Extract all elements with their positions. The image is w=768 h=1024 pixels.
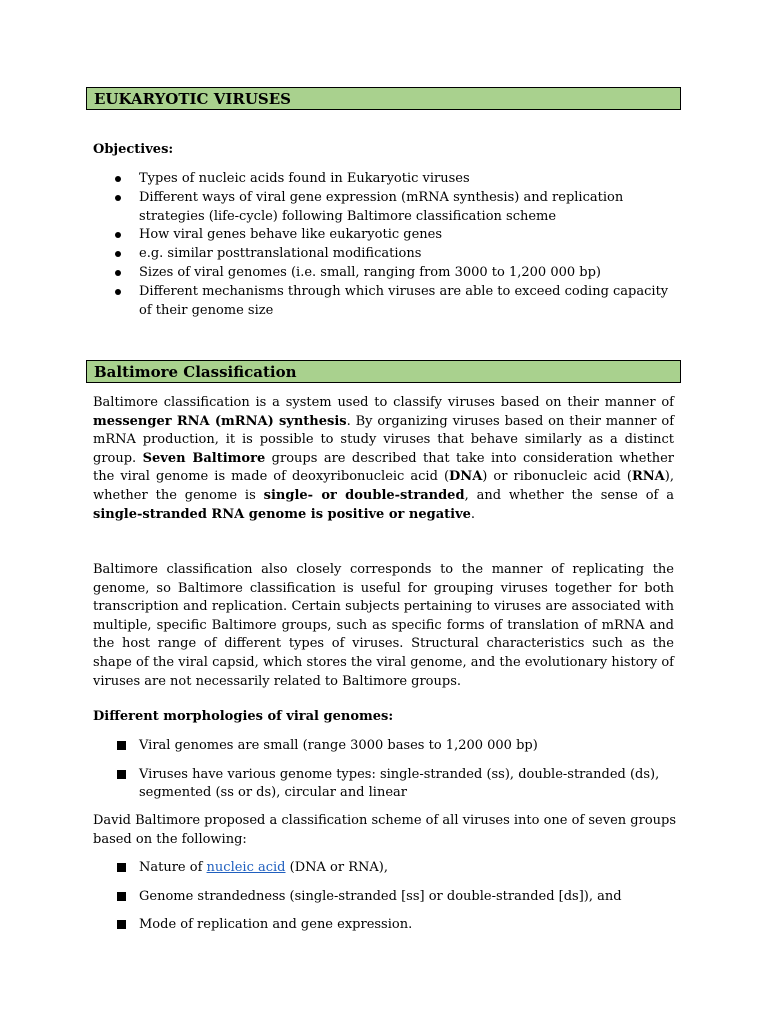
bullet-icon [115,195,121,201]
objectives-label: Objectives: [93,142,174,157]
square-bullet-icon [117,770,126,779]
square-bullet-icon [117,920,126,929]
square-bullet-icon [117,863,126,872]
morphologies-list [93,737,673,803]
list-item: Genome strandedness (single-stranded [ss] or double-stranded [ds]), and [93,888,673,907]
square-bullet-icon [117,741,126,750]
list-item: Different ways of viral gene expression (mRNA synthesis) and replication strategies (life-cycle) following Baltimore classification scheme [93,189,673,227]
list-item: Different mechanisms through which viruses are able to exceed coding capacity of their genome size [93,283,673,321]
baltimore-intro-paragraph: Baltimore classification is a system used to classify viruses based on their manner of messenger RNA (mRNA) synthesis. By organizing viruses based on their manner of mRNA production, it is possible to study viruses that behave similarly as a distinct group. Seven Baltimore groups are described that take into consideration whether the viral genome is made of deoxyribonucleic acid (DNA) or ribonucleic acid (RNA), whether the genome is single- or double-stranded, and whether the sense of a single-stranded RNA genome is positive or negative. [93,395,675,522]
objectives-list [93,170,673,320]
square-bullet-icon [117,892,126,901]
bullet-icon [115,176,121,182]
classification-basis-list [93,859,673,935]
section-heading-baltimore-classification: Baltimore Classification [86,360,681,383]
list-item: Viral genomes are small (range 3000 bases to 1,200 000 bp) [93,737,673,756]
list-item: Viruses have various genome types: single-stranded (ss), double-stranded (ds), segmented (ss or ds), circular and linear [93,766,673,803]
bullet-icon [115,289,121,295]
list-item: Sizes of viral genomes (i.e. small, ranging from 3000 to 1,200 000 bp) [93,264,673,283]
baltimore-replication-paragraph: Baltimore classification also closely corresponds to the manner of replicating the genome, so Baltimore classification is useful for grouping viruses together for both transcription and replication. Certain subjects pertaining to viruses are associated with multiple, specific Baltimore groups, such as specific forms of translation of mRNA and the host range of different types of viruses. Structural characteristics such as the shape of the viral capsid, which stores the viral genome, and the evolutionary history of viruses are not necessarily related to Baltimore groups. [93,562,674,689]
morphologies-label: Different morphologies of viral genomes: [93,709,394,724]
list-item: Mode of replication and gene expression. [93,916,673,935]
baltimore-proposal-text: David Baltimore proposed a classification scheme of all viruses into one of seven groups based on the following: [93,813,677,847]
bullet-icon [115,251,121,257]
bullet-icon [115,270,121,276]
bullet-icon [115,232,121,238]
list-item: Nature of nucleic acid (DNA or RNA), [93,859,673,878]
list-item: e.g. similar posttranslational modifications [93,245,673,264]
nucleic-acid-link[interactable]: nucleic acid [206,860,286,875]
list-item: How viral genes behave like eukaryotic genes [93,226,673,245]
section-heading-eukaryotic-viruses: EUKARYOTIC VIRUSES [86,87,681,110]
list-item: Types of nucleic acids found in Eukaryotic viruses [93,170,673,189]
